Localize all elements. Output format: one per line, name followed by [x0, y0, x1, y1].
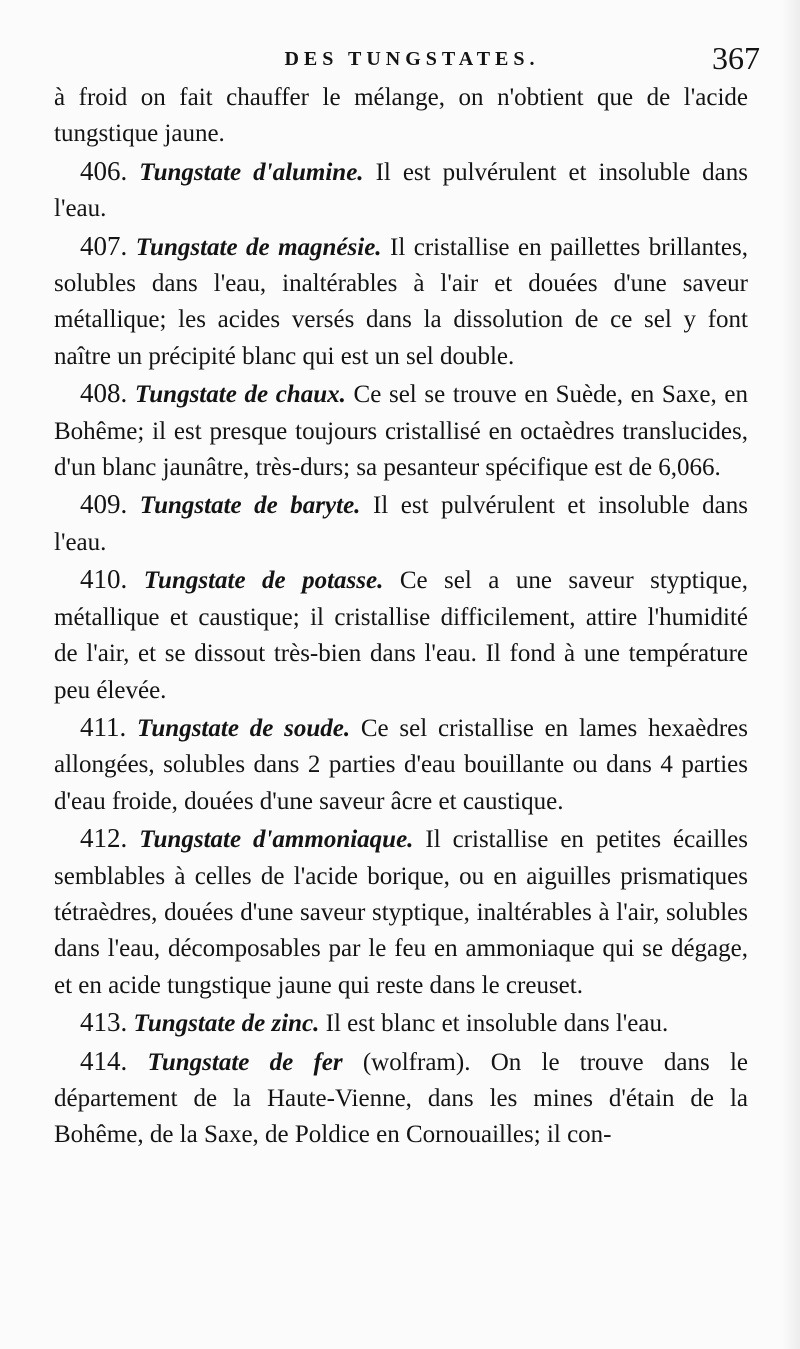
- entry-text: Ce sel cristallise en lames hexaèdres allongées, solubles dans 2 parties d'eau bouillante ou dans 4 parties d'eau froide, douées d'une saveur âcre et caustique.: [54, 714, 749, 815]
- entry-number: 412.: [80, 823, 128, 854]
- entry-number: 407.: [80, 230, 128, 261]
- entry-text: Ce sel a une saveur styptique, métallique et caustique; il cristallise difficilement, attire l'humidité de l'air, et se dissout très-bien dans l'eau. Il fond à une température peu élevée.: [54, 567, 749, 704]
- entry-text: Il cristallise en petites écailles semblables à celles de l'acide borique, ou en aiguilles prismatiques tétraèdres, douées d'une saveur styptique, inaltérables à l'air, solubles dans l'eau, décomposables par le feu en ammoniaque qui se dégage, et en acide tungstique jaune qui reste dans le creuset.: [54, 826, 748, 999]
- entry-title: Tungstate de potasse.: [143, 567, 384, 595]
- entry-text: Il est pulvérulent et insoluble dans l'eau.: [54, 492, 749, 556]
- entry-411: [54, 709, 748, 820]
- entry-text: Il est blanc et insoluble dans l'eau.: [325, 1010, 669, 1038]
- running-title: DES TUNGSTATES.: [284, 48, 540, 70]
- page-number: 367: [712, 40, 760, 76]
- entry-410: [54, 561, 748, 709]
- entry-number: 410.: [80, 564, 128, 595]
- entry-number: 408.: [80, 378, 128, 409]
- page-edge-shadow: [782, 0, 800, 1349]
- entry-text: Ce sel se trouve en Suède, en Saxe, en Bohême; il est presque toujours cristallisé en octaèdres translucides, d'un blanc jaunâtre, très-durs; sa pesanteur spécifique est de 6,066.: [54, 381, 749, 482]
- entry-number: 411.: [80, 711, 127, 742]
- entry-title: Tungstate de baryte.: [139, 492, 361, 520]
- entry-text: Il cristallise en paillettes brillantes, solubles dans l'eau, inaltérables à l'air et douées d'une saveur métallique; les acides versés dans la dissolution de ce sel y font naître un précipité blanc qui est un sel double.: [54, 233, 748, 370]
- entry-title: Tungstate d'ammoniaque.: [139, 826, 414, 854]
- entry-413: [54, 1004, 748, 1042]
- entry-title: Tungstate de fer: [147, 1048, 343, 1076]
- page-header: [52, 40, 772, 80]
- entry-title: Tungstate de zinc.: [133, 1010, 320, 1038]
- entry-408: [54, 375, 748, 486]
- entry-number: 409.: [80, 489, 128, 520]
- entry-407: [54, 228, 748, 376]
- entry-title: Tungstate de chaux.: [134, 381, 346, 409]
- entry-number: 413.: [80, 1007, 128, 1038]
- entry-409: [54, 486, 748, 561]
- body-text: [54, 80, 748, 1154]
- entry-406: [54, 153, 748, 228]
- entry-title: Tungstate de magnésie.: [135, 233, 382, 261]
- entry-number: 414.: [80, 1045, 128, 1076]
- entry-text: (wolfram). On le trouve dans le département de la Haute-Vienne, dans les mines d'étain de la Bohême, de la Saxe, de Poldice en Cornouailles; il con-: [54, 1048, 748, 1149]
- entry-title: Tungstate d'alumine.: [139, 158, 364, 186]
- continuation-paragraph: à froid on fait chauffer le mélange, on n'obtient que de l'acide tungstique jaune.: [54, 84, 748, 148]
- entry-title: Tungstate de soude.: [137, 714, 351, 742]
- entry-412: [54, 820, 748, 1004]
- entry-number: 406.: [80, 155, 128, 186]
- entry-414: [54, 1043, 748, 1154]
- entry-text: Il est pulvérulent et insoluble dans l'eau.: [54, 158, 748, 223]
